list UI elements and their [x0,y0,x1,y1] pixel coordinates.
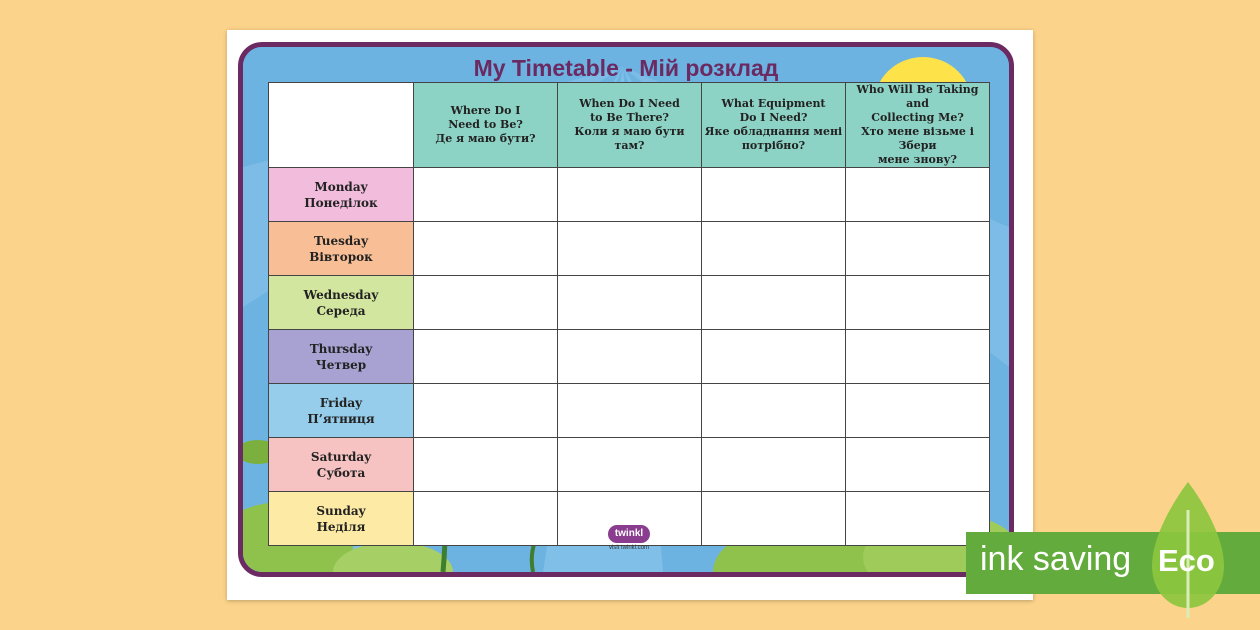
table-cell[interactable] [846,438,990,492]
table-cell[interactable] [558,438,702,492]
table-cell[interactable] [414,384,558,438]
table-cell[interactable] [558,384,702,438]
twinkl-url: visit twinkl.com [608,545,649,551]
corner-cell [269,83,414,168]
table-cell[interactable] [414,492,558,546]
table-cell[interactable] [702,276,846,330]
day-label-sunday: Sunday Неділя [269,492,414,546]
table-cell[interactable] [702,222,846,276]
table-cell[interactable] [558,222,702,276]
day-label-friday: Friday П’ятниця [269,384,414,438]
table-cell[interactable] [846,276,990,330]
table-cell[interactable] [414,168,558,222]
column-header-who: Who Will Be Taking and Collecting Me? Хто мене візьме і Збери мене знову? [846,83,990,168]
table-cell[interactable] [846,384,990,438]
table-cell[interactable] [846,222,990,276]
table-cell[interactable] [846,330,990,384]
table-cell[interactable] [414,222,558,276]
table-cell[interactable] [558,168,702,222]
table-cell[interactable] [414,438,558,492]
table-cell[interactable] [414,276,558,330]
timetable [268,82,990,546]
table-row [269,438,990,492]
table-row [269,222,990,276]
table-cell[interactable] [702,330,846,384]
table-row [269,276,990,330]
eco-label: Eco [1158,543,1215,578]
twinkl-logo-badge: twinkl [608,525,650,543]
table-cell[interactable] [702,438,846,492]
table-row [269,330,990,384]
table-cell[interactable] [846,168,990,222]
table-cell[interactable] [702,492,846,546]
header-row [269,83,990,168]
page-title: My Timetable - Мій розклад [473,55,779,81]
table-cell[interactable] [702,384,846,438]
table-cell[interactable] [414,330,558,384]
column-header-where: Where Do I Need to Be? Де я маю бути? [414,83,558,168]
column-header-equipment: What Equipment Do I Need? Яке обладнання мені потрібно? [702,83,846,168]
twinkl-logo [608,525,650,551]
table-cell[interactable] [702,168,846,222]
day-label-wednesday: Wednesday Середа [269,276,414,330]
day-label-saturday: Saturday Субота [269,438,414,492]
column-header-when: When Do I Need to Be There? Коли я маю бути там? [558,83,702,168]
table-cell[interactable] [558,276,702,330]
table-cell[interactable] [558,330,702,384]
ink-saving-label: ink saving [980,540,1132,578]
day-label-monday: Monday Понеділок [269,168,414,222]
day-label-thursday: Thursday Четвер [269,330,414,384]
day-label-tuesday: Tuesday Вівторок [269,222,414,276]
table-row [269,384,990,438]
table-row [269,168,990,222]
